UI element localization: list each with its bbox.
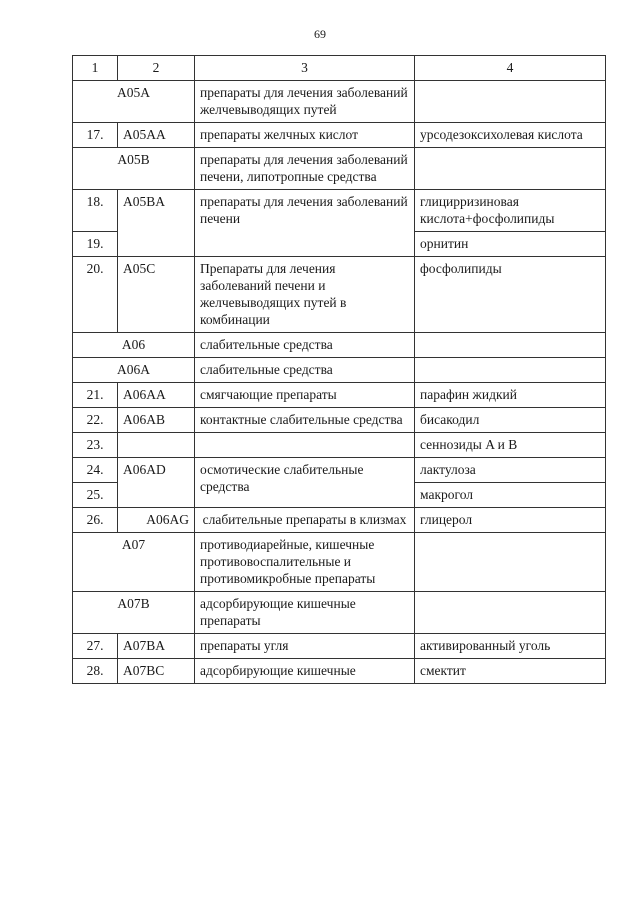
row-number: 20.: [73, 257, 118, 333]
row-number: 19.: [73, 232, 118, 257]
atc-code: A06AA: [118, 383, 195, 408]
table-header-row: [73, 56, 606, 81]
row-number: 23.: [73, 433, 118, 458]
drug-name: [415, 333, 606, 358]
drug-name: сеннозиды A и B: [415, 433, 606, 458]
drug-name: бисакодил: [415, 408, 606, 433]
row-number: 18.: [73, 190, 118, 232]
table-row: [73, 190, 606, 232]
group-description: слабительные препараты в клизмах: [195, 508, 415, 533]
atc-code: A06: [73, 333, 195, 358]
group-description: Препараты для лечения заболеваний печени и желчевыводящих путей в комбинации: [195, 257, 415, 333]
row-number: 17.: [73, 123, 118, 148]
table-row: [73, 508, 606, 533]
atc-code: A05B: [73, 148, 195, 190]
row-number: 26.: [73, 508, 118, 533]
table-row: [73, 458, 606, 483]
drug-name: [415, 358, 606, 383]
drug-name: активированный уголь: [415, 634, 606, 659]
table-row: [73, 533, 606, 592]
atc-code: A07: [73, 533, 195, 592]
drug-name: [415, 81, 606, 123]
drug-name: парафин жидкий: [415, 383, 606, 408]
table-row: [73, 433, 606, 458]
atc-code: A07B: [73, 592, 195, 634]
row-number: 27.: [73, 634, 118, 659]
table-row: [73, 592, 606, 634]
header-col-2: 2: [118, 56, 195, 81]
table-row: [73, 659, 606, 684]
atc-code: A05BA: [118, 190, 195, 257]
atc-code: A06AD: [118, 458, 195, 508]
atc-code: A05A: [73, 81, 195, 123]
group-description: препараты для лечения заболеваний печени, липотропные средства: [195, 148, 415, 190]
page-number: 69: [314, 27, 326, 41]
group-description: адсорбирующие кишечные препараты: [195, 592, 415, 634]
drug-name: глицирризиновая кислота+фосфолипиды: [415, 190, 606, 232]
atc-code: A06A: [73, 358, 195, 383]
table-row: [73, 408, 606, 433]
group-description: осмотические слабительные средства: [195, 458, 415, 508]
header-col-1: 1: [73, 56, 118, 81]
group-description: препараты для лечения заболеваний печени: [195, 190, 415, 257]
row-number: 24.: [73, 458, 118, 483]
group-description: противодиарейные, кишечные противовоспалительные и противомикробные препараты: [195, 533, 415, 592]
group-description: адсорбирующие кишечные: [195, 659, 415, 684]
atc-code: A06AG: [118, 508, 195, 533]
drug-list-table: [72, 55, 606, 684]
row-number: 22.: [73, 408, 118, 433]
row-number: 21.: [73, 383, 118, 408]
atc-code: A07BA: [118, 634, 195, 659]
table-row: [73, 333, 606, 358]
group-description: препараты желчных кислот: [195, 123, 415, 148]
group-description: смягчающие препараты: [195, 383, 415, 408]
row-number: 28.: [73, 659, 118, 684]
atc-code: [118, 433, 195, 458]
group-description: препараты угля: [195, 634, 415, 659]
drug-name: [415, 592, 606, 634]
drug-name: лактулоза: [415, 458, 606, 483]
drug-name: макрогол: [415, 483, 606, 508]
table-row: [73, 358, 606, 383]
table-row: [73, 257, 606, 333]
table-row: [73, 148, 606, 190]
drug-name: глицерол: [415, 508, 606, 533]
table-row: [73, 634, 606, 659]
group-description: слабительные средства: [195, 358, 415, 383]
header-col-3: 3: [195, 56, 415, 81]
table-row: [73, 383, 606, 408]
table-row: [73, 123, 606, 148]
atc-code: A06AB: [118, 408, 195, 433]
drug-name: орнитин: [415, 232, 606, 257]
row-number: 25.: [73, 483, 118, 508]
drug-name: [415, 533, 606, 592]
group-description: контактные слабительные средства: [195, 408, 415, 433]
table-row: [73, 81, 606, 123]
drug-name: фосфолипиды: [415, 257, 606, 333]
atc-code: A05C: [118, 257, 195, 333]
atc-code: A07BC: [118, 659, 195, 684]
group-description: препараты для лечения заболеваний желчевыводящих путей: [195, 81, 415, 123]
group-description: [195, 433, 415, 458]
atc-code: A05AA: [118, 123, 195, 148]
header-col-4: 4: [415, 56, 606, 81]
group-description: слабительные средства: [195, 333, 415, 358]
drug-name: [415, 148, 606, 190]
drug-name: смектит: [415, 659, 606, 684]
drug-name: урсодезоксихолевая кислота: [415, 123, 606, 148]
